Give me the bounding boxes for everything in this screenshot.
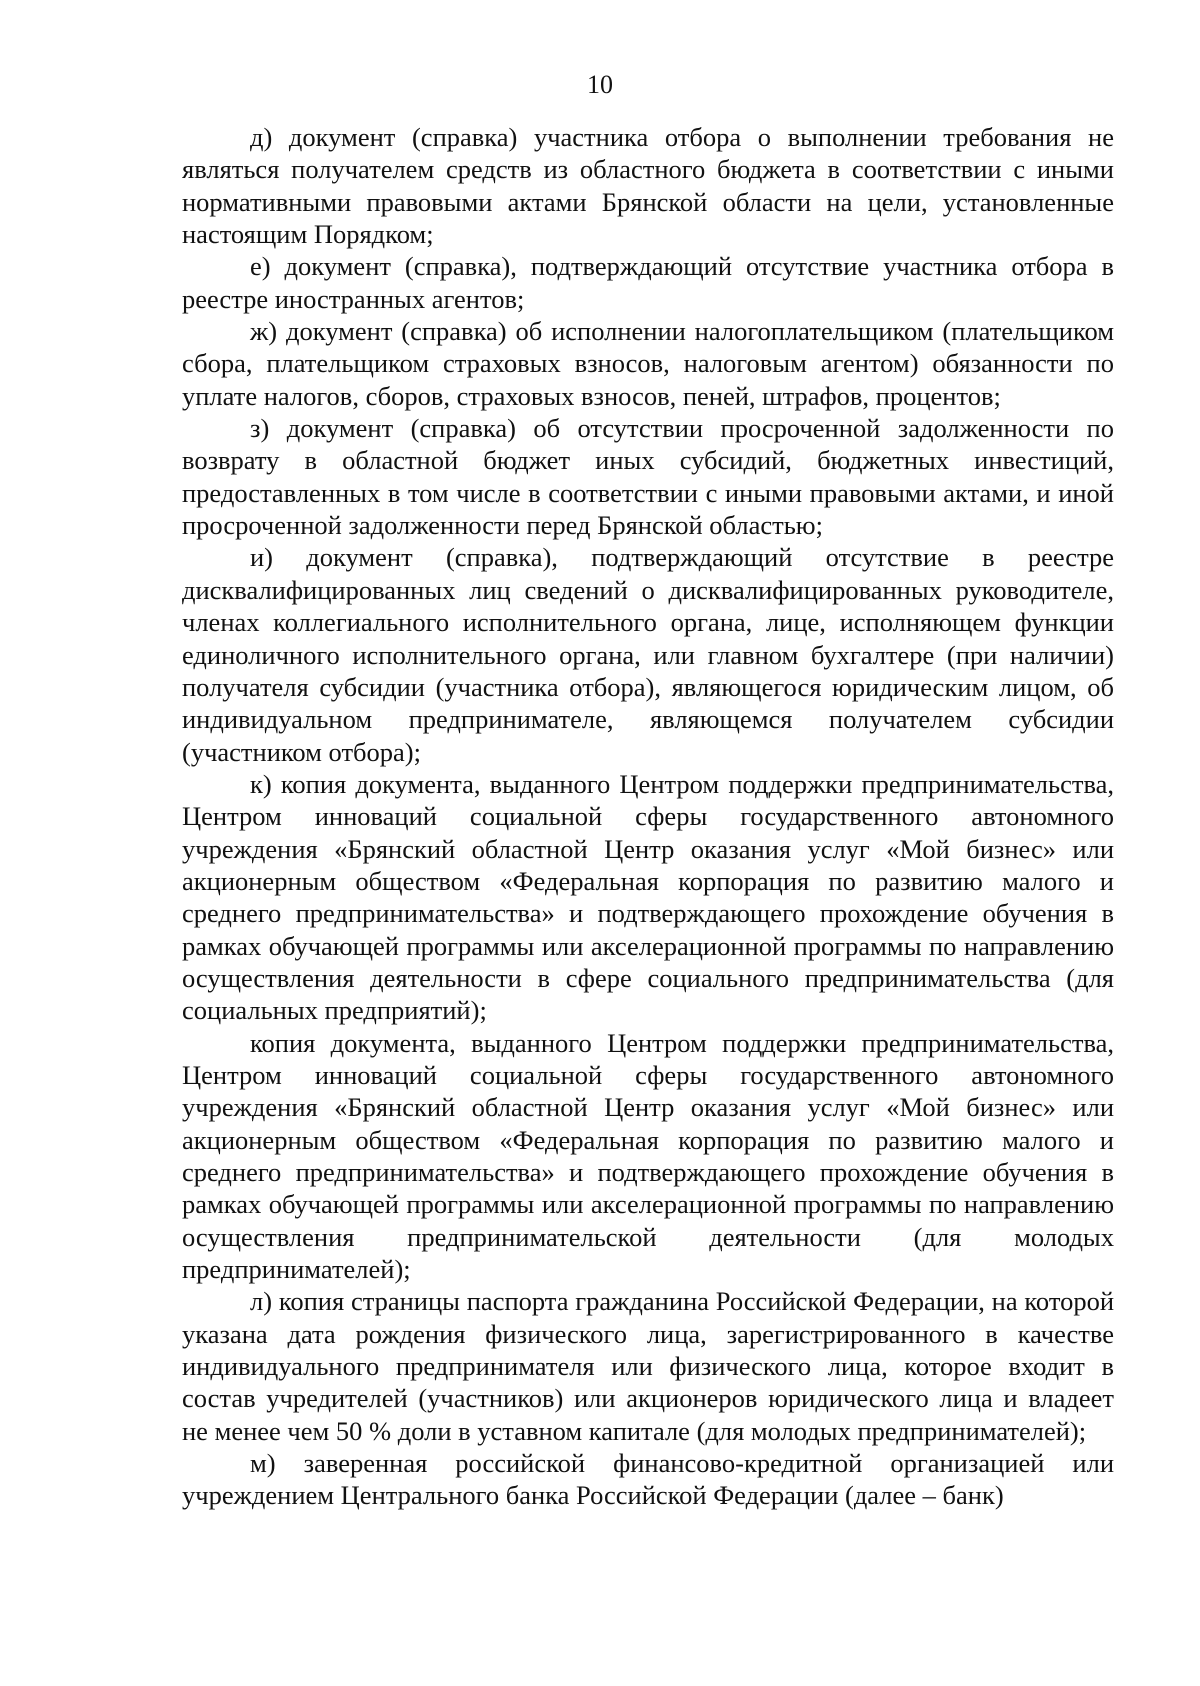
paragraph-k: к) копия документа, выданного Центром поддержки предпринимательства, Центром инноваций социальной сферы государственного автономного учреждения «Брянский областной Центр оказания услуг «Мой бизнес» или акционерным обществом «Федеральная корпорация по развитию малого и среднего предпринимательства» и подтверждающего прохождение обучения в рамках обучающей программы или акселерационной программы по направлению осуществления деятельности в сфере социального предпринимательства (для социальных предприятий); [182, 768, 1114, 1026]
paragraph-l: л) копия страницы паспорта гражданина Российской Федерации, на которой указана дата рождения физического лица, зарегистрированного в качестве индивидуального предпринимателя или физического лица, которое входит в состав учредителей (участников) или акционеров юридического лица и владеет не менее чем 50 % доли в уставном капитале (для молодых предпринимателей); [182, 1286, 1114, 1446]
paragraph-k-continuation: копия документа, выданного Центром поддержки предпринимательства, Центром инноваций социальной сферы государственного автономного учреждения «Брянский областной Центр оказания услуг «Мой бизнес» или акционерным обществом «Федеральная корпорация по развитию малого и среднего предпринимательства» и подтверждающего прохождение обучения в рамках обучающей программы или акселерационной программы по направлению осуществления предпринимательской деятельности (для молодых предпринимателей); [182, 1027, 1114, 1285]
page-number: 10 [587, 70, 613, 99]
document-body [182, 121, 1114, 1512]
paragraph-d: д) документ (справка) участника отбора о выполнении требования не являться получателем средств из областного бюджета в соответствии с иными нормативными правовыми актами Брянской области на цели, установленные настоящим Порядком; [182, 122, 1114, 250]
paragraph-z: з) документ (справка) об отсутствии просроченной задолженности по возврату в областной бюджет иных субсидий, бюджетных инвестиций, предоставленных в том числе в соответствии с иными правовыми актами, и иной просроченной задолженности перед Брянской областью; [182, 413, 1114, 541]
paragraph-e: е) документ (справка), подтверждающий отсутствие участника отбора в реестре иностранных агентов; [182, 251, 1114, 314]
paragraph-i: и) документ (справка), подтверждающий отсутствие в реестре дисквалифицированных лиц сведений о дисквалифицированных руководителе, членах коллегиального исполнительного органа, лице, исполняющем функции единоличного исполнительного органа, или главном бухгалтере (при наличии) получателя субсидии (участника отбора), являющегося юридическим лицом, об индивидуальном предпринимателе, являющемся получателем субсидии (участником отбора); [182, 542, 1114, 767]
paragraph-m: м) заверенная российской финансово-кредитной организацией или учреждением Центрального банка Российской Федерации (далее – банк) [182, 1448, 1114, 1511]
paragraph-zh: ж) документ (справка) об исполнении налогоплательщиком (плательщиком сбора, плательщиком страховых взносов, налоговым агентом) обязанности по уплате налогов, сборов, страховых взносов, пеней, штрафов, процентов; [182, 316, 1114, 411]
